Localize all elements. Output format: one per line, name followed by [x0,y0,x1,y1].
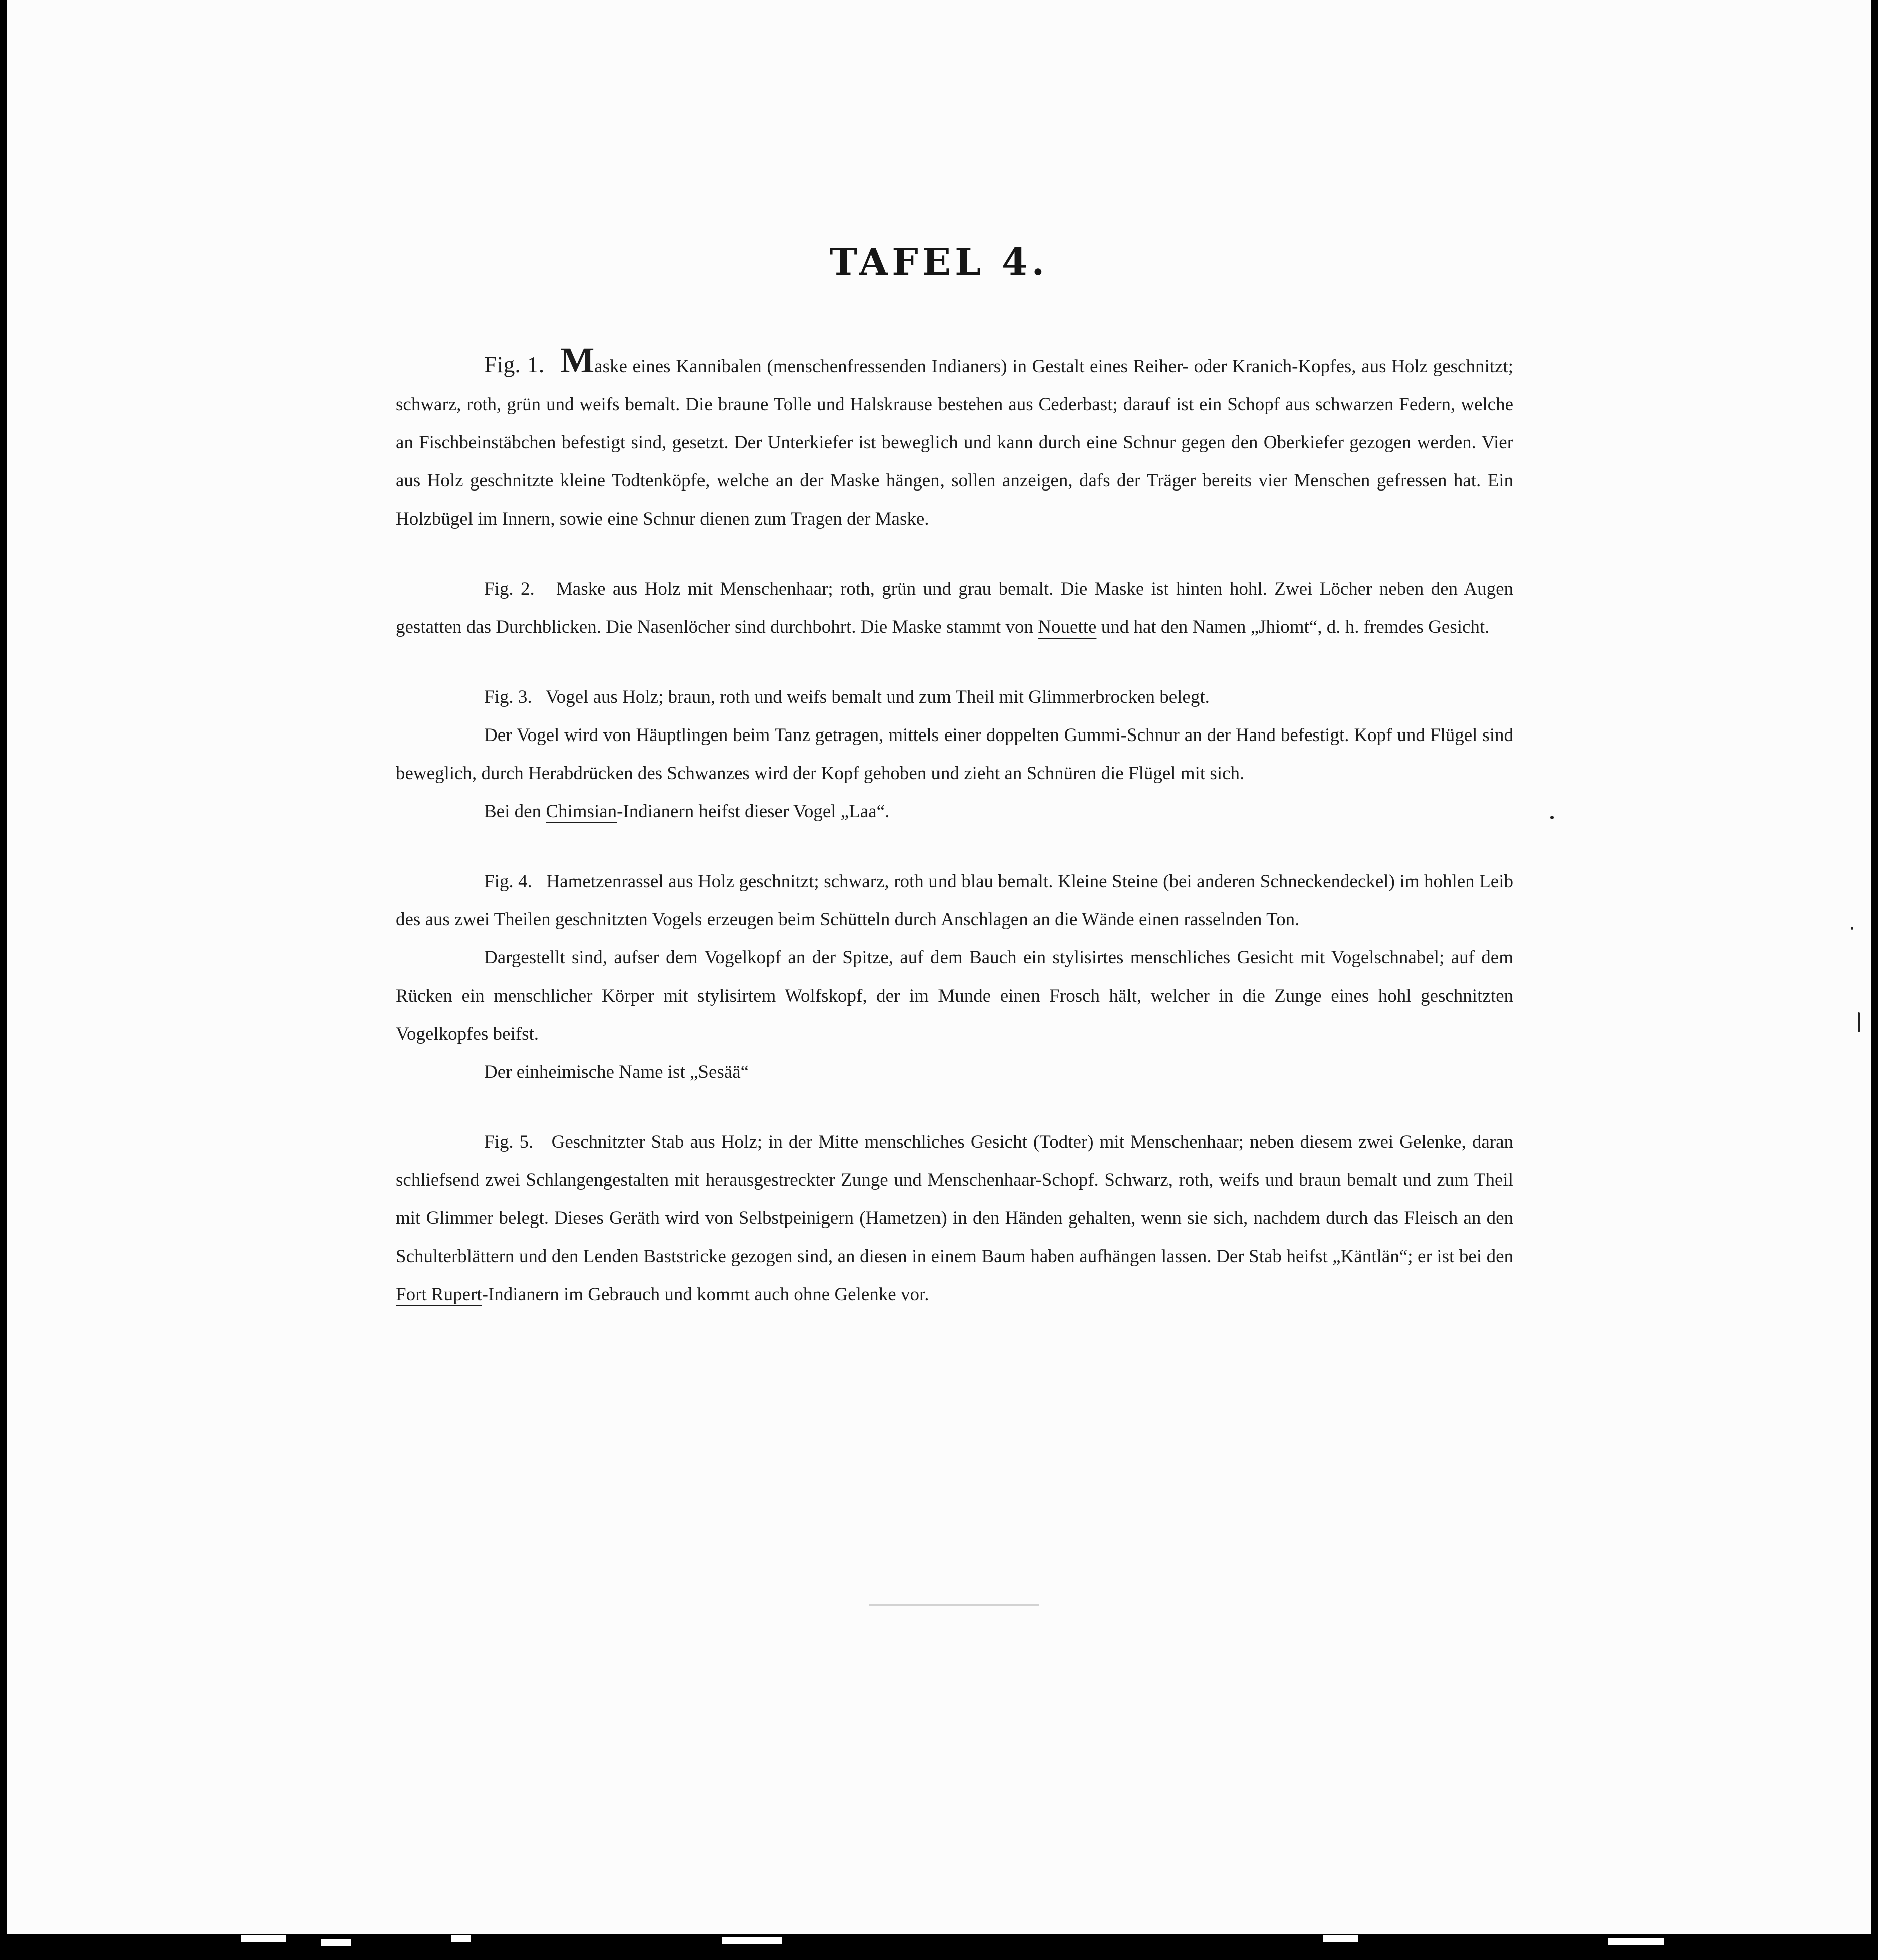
figure-2-label: Fig. 2. [484,579,535,599]
figure-1-paragraph [396,340,1513,538]
scan-edge-noise [722,1937,782,1944]
figure-5-place-name: Fort Rupert [396,1284,482,1305]
figure-4-native-name: Der einheimische Name ist „Sesää“ [484,1062,749,1082]
figure-1-text: aske eines Kannibalen (menschenfressenden Indianers) in Gestalt eines Reiher- oder Kranich-Kopfes, aus Holz geschnitzt; schwarz, roth, grün und weifs bemalt. Die braune Tolle und Halskrause bestehen aus Cederbast; darauf ist ein Schopf aus schwarzen Federn, welche an Fischbeinstäbchen befestigt sind, gesetzt. Der Unterkiefer ist beweglich und kann durch eine Schnur gegen den Oberkiefer gezogen werden. Vier aus Holz geschnitzte kleine Todtenköpfe, welche an der Maske hängen, sollen anzeigen, dafs der Träger bereits vier Menschen gefressen hat. Ein Holzbügel im Innern, sowie eine Schnur dienen zum Tragen der Maske. [396,356,1513,529]
figure-3-continuation: Der Vogel wird von Häuptlingen beim Tanz getragen, mittels einer doppelten Gummi-Schnur an der Hand befestigt. Kopf und Flügel sind beweglich, durch Herabdrücken des Schwanzes wird der Kopf gehoben und zieht an Schnüren die Flügel mit sich. [396,725,1513,784]
figure-4-continuation: Dargestellt sind, aufser dem Vogelkopf an der Spitze, auf dem Bauch ein stylisirtes menschliches Gesicht mit Vogelschnabel; auf dem Rücken ein menschlicher Körper mit stylisirtem Wolfskopf, der im Munde einen Frosch hält, welcher in die Zunge eines hohl geschnitzten Vogelkopfes beifst. [396,947,1513,1044]
end-rule [869,1604,1039,1606]
figure-3-paragraph [396,678,1513,716]
figure-4-text: Hametzenrassel aus Holz geschnitzt; schwarz, roth und blau bemalt. Kleine Steine (bei anderen Schneckendeckel) im hohlen Leib des aus zwei Theilen geschnitzten Vogels erzeugen beim Schütteln durch Anschlagen an die Wände einen rasselnden Ton. [396,871,1514,930]
figure-4-label: Fig. 4. [484,871,532,892]
scan-edge-noise [1608,1938,1664,1945]
figure-5-text: Geschnitzter Stab aus Holz; in der Mitte menschliches Gesicht (Todter) mit Menschenhaar; neben diesem zwei Gelenke, daran schliefsend zwei Schlangengestalten mit herausgestreckter Zunge und Menschenhaar-Schopf. Schwarz, roth, weifs und braun bemalt und zum Theil mit Glimmer belegt. Dieses Geräth wird von Selbstpeinigern (Hametzen) in den Händen gehalten, wenn sie sich, nachdem durch das Fleisch an den Schulterblättern und den Lenden Baststricke gezogen sind, an diesen in einem Baum haben aufhängen lassen. Der Stab heifst „Käntlän“; er ist bei den [396,1132,1513,1267]
figure-2-text: Maske aus Holz mit Menschenhaar; roth, grün und grau bemalt. Die Maske ist hinten hohl. Zwei Löcher neben den Augen gestatten das Durchblicken. Die Nasenlöcher sind durchbohrt. Die Maske stammt von [396,579,1514,637]
figure-descriptions [396,340,1514,1314]
figure-5-paragraph [396,1123,1513,1314]
figure-3-note [396,793,1513,831]
scan-speck [1550,816,1554,819]
document-page [7,0,1871,1944]
figure-1-dropcap: M [560,340,595,380]
figure-4-paragraph [396,863,1513,939]
scan-speck [1851,927,1853,930]
figure-2-paragraph [396,570,1513,646]
figure-2-place-name: Nouette [1038,617,1097,637]
scan-edge-noise [451,1935,471,1942]
scan-speck [1858,1012,1860,1032]
figure-2-text-end: und hat den Namen „Jhiomt“, d. h. fremdes Gesicht. [1101,617,1490,637]
figure-3-text: Vogel aus Holz; braun, roth und weifs bemalt und zum Theil mit Glimmerbrocken belegt. [545,687,1210,707]
page-title: TAFEL 4. [829,240,1049,284]
figure-1-label: Fig. 1. [484,352,545,377]
figure-5-text-end: -Indianern im Gebrauch und kommt auch ohne Gelenke vor. [482,1284,929,1305]
figure-3-note-text: Bei den [484,801,542,822]
figure-5-label: Fig. 5. [484,1132,534,1152]
figure-3-tribe-name: Chimsian [546,801,617,822]
scan-edge-noise [241,1935,286,1942]
scan-edge-noise [1323,1935,1358,1942]
figure-3-label: Fig. 3. [484,687,532,707]
figure-3-note-end: -Indianern heifst dieser Vogel „Laa“. [617,801,890,822]
scan-edge-noise [321,1939,351,1946]
